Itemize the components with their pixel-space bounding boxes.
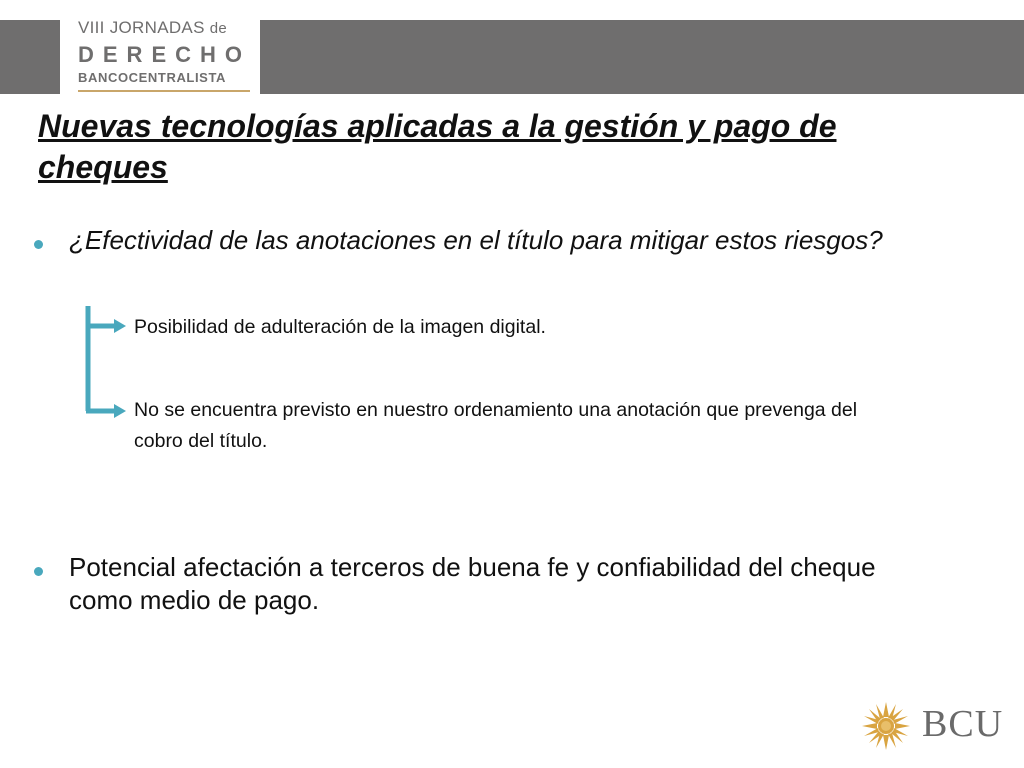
bracket-arrow-icon xyxy=(76,306,136,426)
sub-item-2: No se encuentra previsto en nuestro ordenamiento una anotación que prevenga del cobro del título. xyxy=(134,399,858,453)
logo-line-3: BANCOCENTRALISTA xyxy=(78,70,227,85)
slide-title: Nuevas tecnologías aplicadas a la gestión y pago de cheques xyxy=(38,108,837,185)
logo-line-2: DERECHO xyxy=(78,42,252,67)
bullet-text-2: Potencial afectación a terceros de buena fe y confiabilidad del cheque como medio de pago. xyxy=(69,552,876,616)
logo-rule xyxy=(78,90,250,92)
event-logo xyxy=(60,12,260,96)
sub-item-1: Posibilidad de adulteración de la imagen digital. xyxy=(134,316,546,338)
bullet-text-1: ¿Efectividad de las anotaciones en el título para mitigar estos riesgos? xyxy=(69,225,883,255)
bcu-logo-text: BCU xyxy=(922,703,1004,745)
sun-emblem-icon xyxy=(860,700,912,752)
bullet-dot-1 xyxy=(34,240,43,249)
logo-line-1: VIII JORNADAS de xyxy=(78,18,228,37)
bullet-dot-2 xyxy=(34,567,43,576)
